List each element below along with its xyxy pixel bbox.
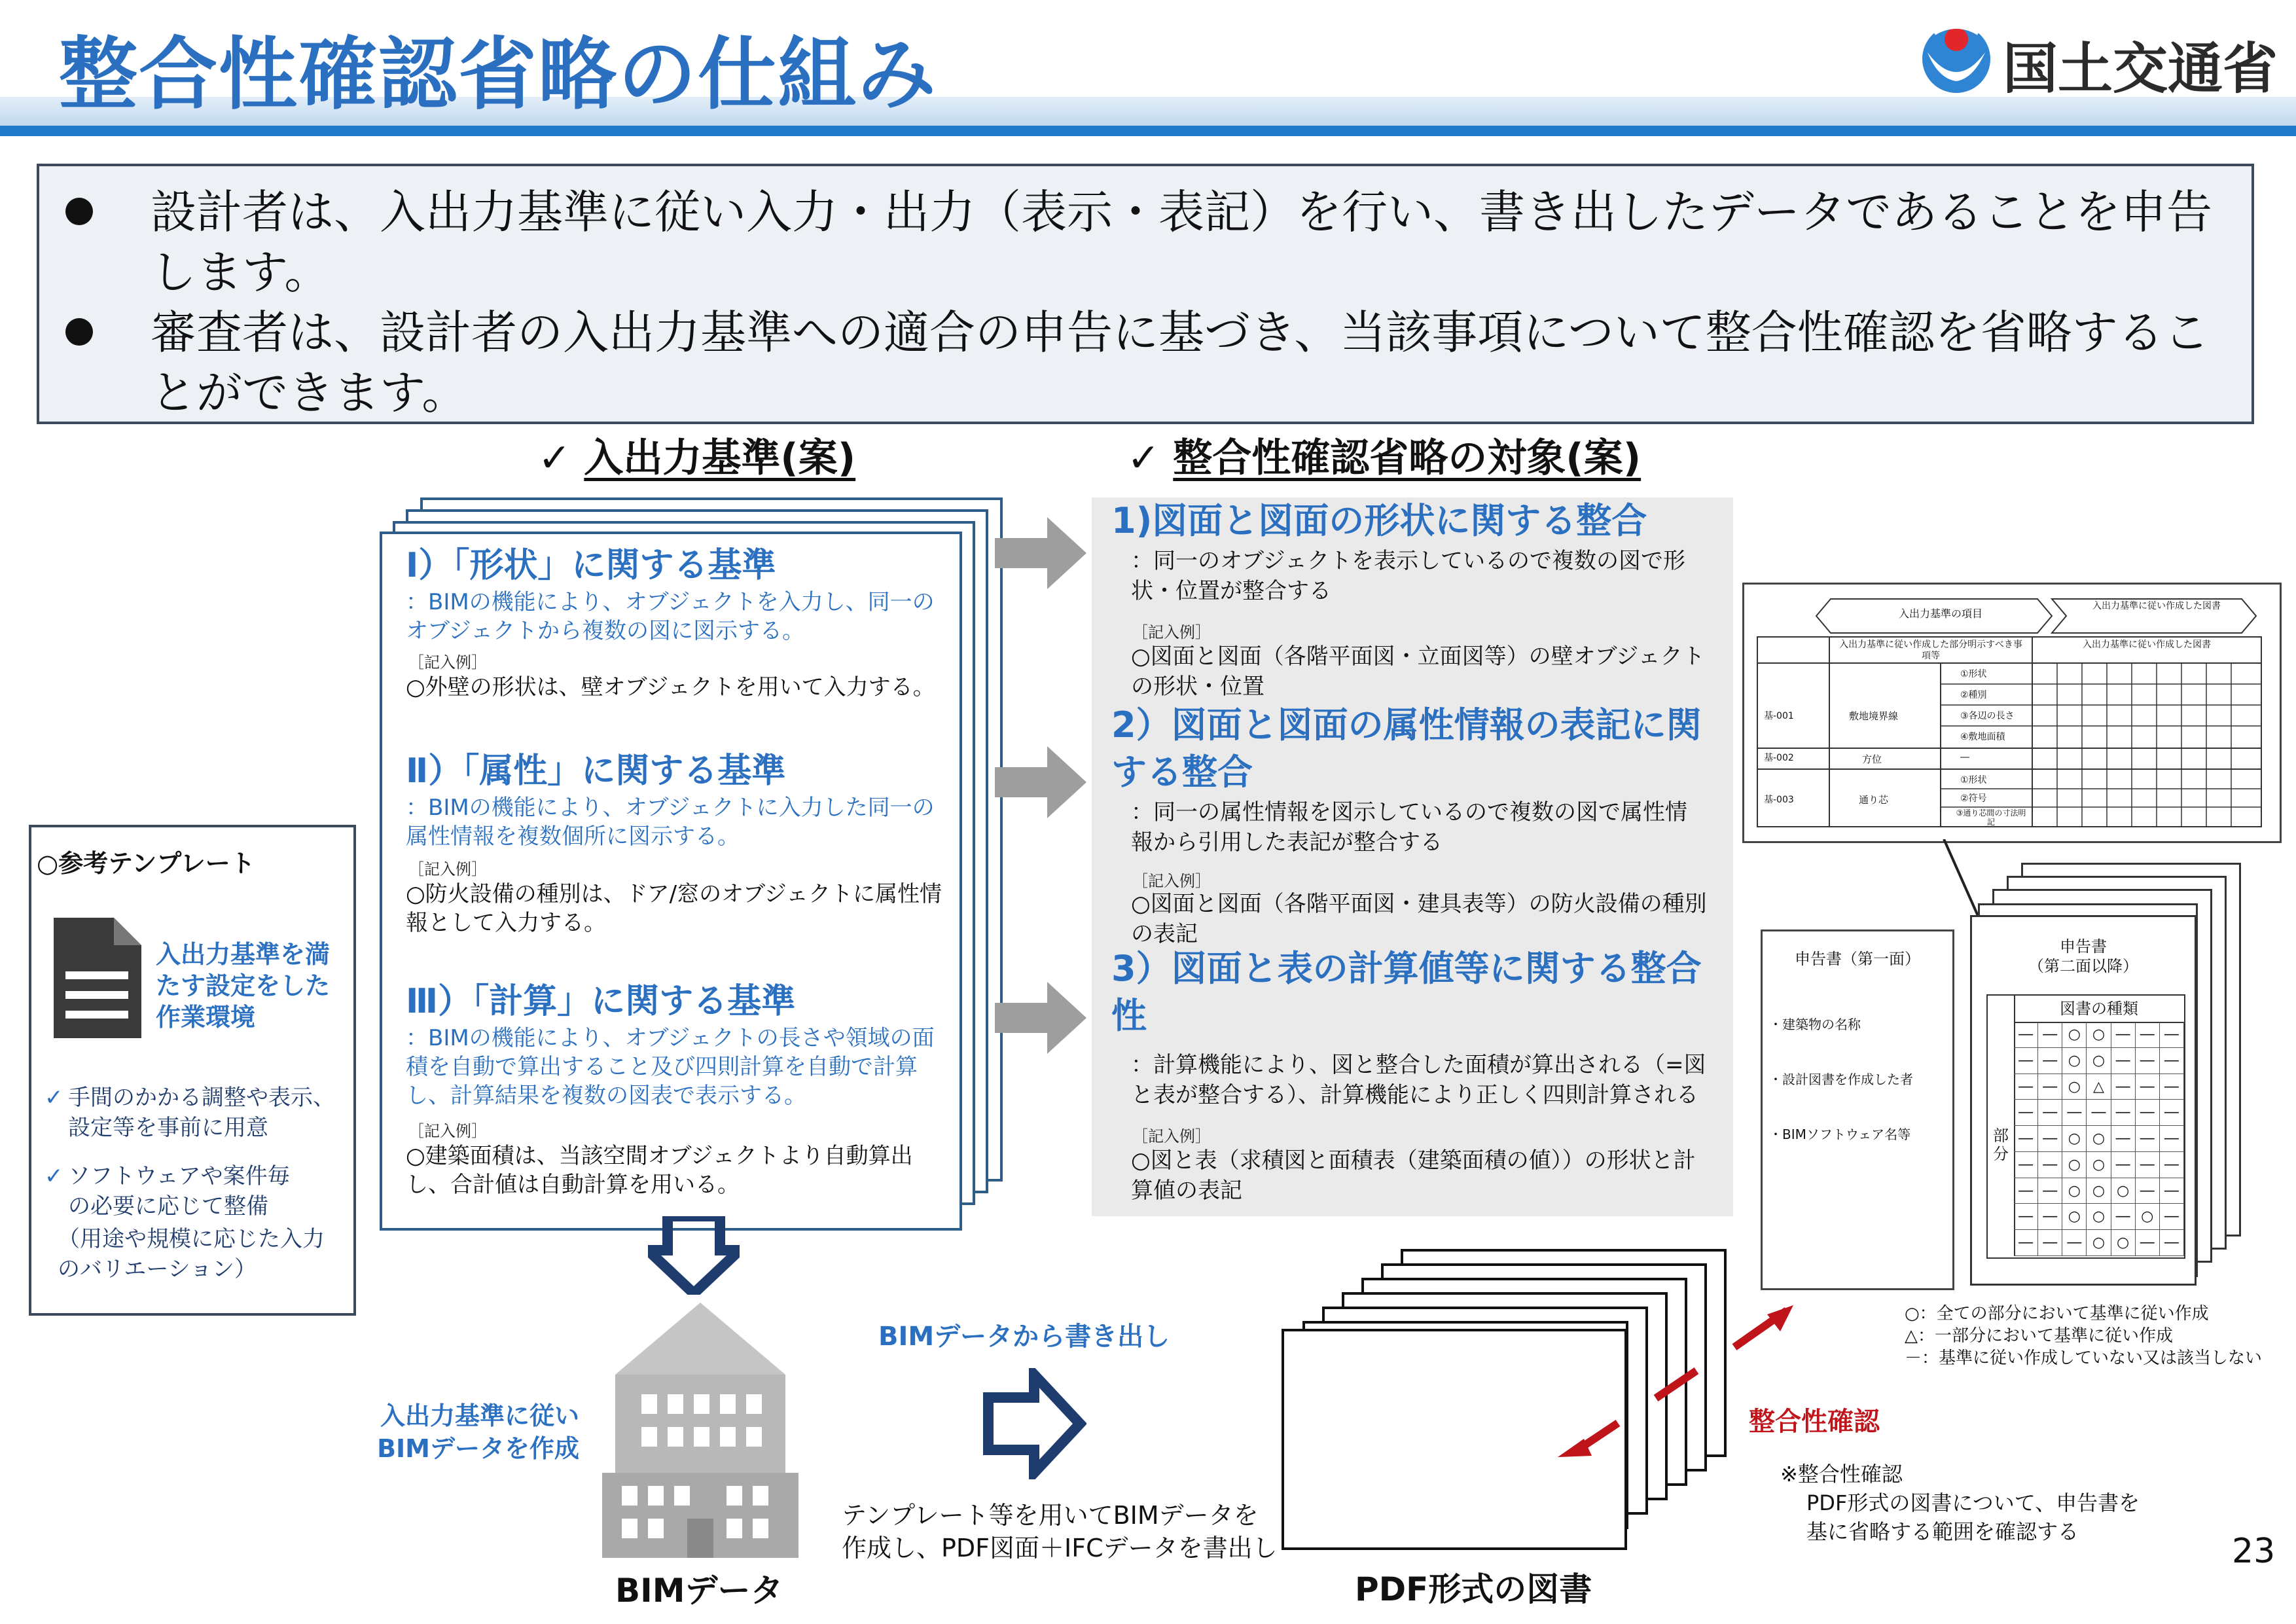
drawing-types-label: 図書の種類 xyxy=(2014,996,2184,1023)
bim-create-label xyxy=(363,1399,579,1465)
symbol-cell: ― xyxy=(2136,1178,2160,1204)
symbol-cell: ○ xyxy=(2087,1204,2111,1230)
summary-box xyxy=(37,164,2254,424)
first-page-item: ・BIMソフトウェア名等 xyxy=(1769,1127,1911,1142)
standard-desc: ：BIMの機能により、オブジェクトの長さや領域の面積を自動で算出すること及び四則計算を自動で計算し、計算結果を複数の図表で表示する。 xyxy=(406,1025,935,1109)
target-example: ○図面と図面（各階平面図・立面図等）の壁オブジェクトの形状・位置 xyxy=(1131,643,1705,700)
declaration-first-page xyxy=(1761,929,1954,1290)
symbol-cell: ― xyxy=(2038,1126,2062,1152)
symbol-cell: ○ xyxy=(2062,1178,2087,1204)
target-title: 3）図面と表の計算値等に関する整合性 xyxy=(1111,948,1702,1036)
page-number: 23 xyxy=(2232,1532,2276,1571)
export-desc-line: テンプレート等を用いてBIMデータを xyxy=(842,1501,1259,1530)
template-title: ○参考テンプレート xyxy=(37,849,255,878)
bim-create-line: 入出力基準に従い xyxy=(380,1401,579,1430)
table-row-item: ― xyxy=(1960,752,1969,763)
table-row-item: ②種別 xyxy=(1960,690,1987,700)
first-page-title: 申告書（第一面） xyxy=(1795,950,1920,968)
symbol-cell: ○ xyxy=(2062,1048,2087,1074)
pdf-caption: PDF形式の図書 xyxy=(1355,1570,1592,1608)
target-title: 1)図面と図面の形状に関する整合 xyxy=(1111,500,1647,541)
export-label: BIMデータから書き出し xyxy=(878,1322,1170,1352)
legend xyxy=(1905,1303,2262,1369)
symbol-cell: ― xyxy=(2160,1152,2184,1178)
symbol-cell: ― xyxy=(2087,1100,2111,1126)
table-header-right: 入出力基準に従い作成した図書 xyxy=(2092,601,2221,611)
symbol-cell: ― xyxy=(2038,1152,2062,1178)
table-row-name: 通り芯 xyxy=(1859,794,1889,806)
table-row-item: ③各辺の長さ xyxy=(1960,711,2015,721)
symbol-cell: ― xyxy=(2111,1048,2136,1074)
symbol-cell: ― xyxy=(2014,1230,2038,1256)
template-note: （用途や規模に応じた入力のバリエーション） xyxy=(58,1226,325,1282)
first-page-item: ・設計図書を作成した者 xyxy=(1769,1072,1913,1087)
symbol-cell: ○ xyxy=(2111,1178,2136,1204)
symbol-cell: ― xyxy=(2160,1178,2184,1204)
table-row-item: ④敷地面積 xyxy=(1960,732,2005,742)
table-sub-left: 入出力基準に従い作成した部分明示すべき事項等 xyxy=(1839,640,2022,661)
target-example: ○図面と図面（各階平面図・建具表等）の防火設備の種別の表記 xyxy=(1131,891,1707,947)
symbol-cell: ○ xyxy=(2087,1048,2111,1074)
reference-template-box xyxy=(29,825,356,1316)
check-icon: ✓ xyxy=(45,1163,63,1189)
symbol-cell: ― xyxy=(2160,1230,2184,1256)
symbol-cell: ○ xyxy=(2062,1022,2087,1048)
symbol-cell: ― xyxy=(2160,1022,2184,1048)
standard-title: Ⅱ）「属性」に関する基準 xyxy=(406,751,786,791)
symbol-cell: ○ xyxy=(2062,1074,2087,1100)
table-row-name: 敷地境界線 xyxy=(1849,710,1899,722)
target-desc: ：計算機能により、図と整合した面積が算出される（=図と表が整合する）、計算機能により正しく四則計算される xyxy=(1131,1052,1706,1108)
standard-title: Ⅲ）「計算」に関する基準 xyxy=(406,982,796,1021)
standard-example: ○防火設備の種別は、ドア/窓のオブジェクトに属性情報として入力する。 xyxy=(406,881,942,936)
table-row-item: ①形状 xyxy=(1960,775,1987,785)
symbol-cell: ― xyxy=(2160,1204,2184,1230)
table-row-item: ①形状 xyxy=(1960,669,1987,679)
table-row-code: 基-001 xyxy=(1764,711,1794,721)
consistency-check-note xyxy=(1780,1460,2140,1546)
standards-card xyxy=(380,532,962,1231)
building-icon xyxy=(602,1303,798,1558)
summary-text: 審査者は、設計者の入出力基準への適合の申告に基づき、当該事項について整合性確認を省略することができます。 xyxy=(151,306,2210,420)
symbol-cell: ― xyxy=(2136,1100,2160,1126)
symbol-cell: ― xyxy=(2136,1230,2160,1256)
symbol-cell: ― xyxy=(2136,1022,2160,1048)
legend-item: ○：全ての部分において基準に従い作成 xyxy=(1905,1304,2209,1324)
check-note-line: 基に省略する範囲を確認する xyxy=(1806,1519,2079,1544)
check-icon: ✓ xyxy=(538,435,571,481)
symbol-cell: ― xyxy=(2111,1204,2136,1230)
standard-desc: ：BIMの機能により、オブジェクトに入力した同一の属性情報を複数個所に図示する。 xyxy=(406,795,935,850)
symbol-cell: ○ xyxy=(2087,1230,2111,1256)
logo-mark-icon xyxy=(1914,13,2000,98)
arrow-right-icon xyxy=(995,746,1086,818)
symbol-cell: ― xyxy=(2014,1126,2038,1152)
check-icon: ✓ xyxy=(1127,435,1160,481)
table-header-left: 入出力基準の項目 xyxy=(1898,607,1982,620)
symbol-cell: ― xyxy=(2136,1152,2160,1178)
standards-heading-text: 入出力基準(案) xyxy=(584,435,856,481)
symbol-cell: ― xyxy=(2160,1074,2184,1100)
second-page-title: 申告書 xyxy=(2060,937,2107,956)
symbol-cell: ○ xyxy=(2111,1230,2136,1256)
targets-heading xyxy=(1127,432,1641,484)
check-icon: ✓ xyxy=(45,1085,63,1111)
target-title: 2）図面と図面の属性情報の表記に関する整合 xyxy=(1111,704,1702,793)
bim-data-caption: BIMデータ xyxy=(615,1572,783,1610)
standards-heading xyxy=(538,432,855,484)
symbol-cell: ― xyxy=(2038,1048,2062,1074)
table-sub-right: 入出力基準に従い作成した図書 xyxy=(2083,640,2211,650)
symbol-cell: ― xyxy=(2111,1074,2136,1100)
part-label: 部分 xyxy=(1993,1127,2009,1163)
example-label: ［記入例］ xyxy=(1132,872,1211,890)
symbol-cell: ― xyxy=(2014,1152,2038,1178)
table-row-code: 基-002 xyxy=(1764,753,1794,763)
symbol-cell: ― xyxy=(2111,1022,2136,1048)
symbol-cell: ○ xyxy=(2062,1126,2087,1152)
example-label: ［記入例］ xyxy=(408,1122,487,1140)
symbol-cell: ― xyxy=(2014,1178,2038,1204)
arrow-down-icon xyxy=(648,1216,740,1295)
symbol-cell: ― xyxy=(2062,1100,2087,1126)
symbol-cell: ― xyxy=(2111,1100,2136,1126)
targets-panel xyxy=(1092,497,1733,1216)
symbol-cell: ― xyxy=(2038,1022,2062,1048)
symbol-cell: ― xyxy=(2111,1126,2136,1152)
declaration-table-sheet xyxy=(1742,583,2282,843)
arrow-right-icon xyxy=(995,517,1086,589)
example-label: ［記入例］ xyxy=(1132,623,1211,641)
legend-item: △：一部分において基準に従い作成 xyxy=(1905,1326,2173,1346)
symbol-cell: ― xyxy=(2160,1048,2184,1074)
export-desc xyxy=(842,1499,1278,1564)
part-column xyxy=(1988,996,2015,1256)
template-check-text: 手間のかかる調整や表示、設定等を事前に用意 xyxy=(68,1085,335,1141)
symbol-cell: ― xyxy=(2038,1100,2062,1126)
symbol-cell: ― xyxy=(2014,1048,2038,1074)
symbol-cell: ― xyxy=(2038,1178,2062,1204)
symbol-cell: △ xyxy=(2087,1074,2111,1100)
summary-text: 設計者は、入出力基準に従い入力・出力（表示・表記）を行い、書き出したデータであることを申告します。 xyxy=(151,185,2212,299)
template-check-item xyxy=(45,1161,352,1221)
symbol-cell: ○ xyxy=(2062,1152,2087,1178)
symbol-cell: ― xyxy=(2136,1074,2160,1100)
symbol-cell: ― xyxy=(2038,1230,2062,1256)
symbol-cell: ○ xyxy=(2062,1204,2087,1230)
symbol-cell: ― xyxy=(2038,1204,2062,1230)
table-row-item: ②符号 xyxy=(1960,793,1987,804)
consistency-check-label: 整合性確認 xyxy=(1749,1407,1880,1437)
table-row-code: 基-003 xyxy=(1764,795,1794,805)
legend-item: －：基準に従い作成していない又は該当しない xyxy=(1905,1348,2263,1368)
symbol-cell: ― xyxy=(2160,1126,2184,1152)
target-desc: ：同一の属性情報を図示しているので複数の図で属性情報から引用した表記が整合する xyxy=(1131,799,1687,856)
symbol-cell: ― xyxy=(2062,1230,2087,1256)
symbol-cell: ○ xyxy=(2087,1178,2111,1204)
drawing-type-grid xyxy=(1986,994,2185,1259)
header-rule xyxy=(0,126,2296,136)
declaration-second-page xyxy=(1970,915,2197,1286)
symbol-cell: ○ xyxy=(2087,1126,2111,1152)
standard-desc: ：BIMの機能により、オブジェクトを入力し、同一のオブジェクトから複数の図に図示する。 xyxy=(406,589,935,644)
target-desc: ：同一のオブジェクトを表示しているので複数の図で形状・位置が整合する xyxy=(1131,548,1685,604)
template-check-text: ソフトウェアや案件毎の必要に応じて整備 xyxy=(68,1163,290,1219)
check-note-line: PDF形式の図書について、申告書を xyxy=(1806,1490,2140,1515)
symbol-cell: ― xyxy=(2014,1100,2038,1126)
page-title: 整合性確認省略の仕組み xyxy=(59,29,937,120)
symbol-cell: ― xyxy=(2014,1204,2038,1230)
symbol-cell: ○ xyxy=(2136,1204,2160,1230)
arrow-right-outline-icon xyxy=(982,1368,1086,1479)
bim-create-line: BIMデータを作成 xyxy=(377,1434,579,1463)
check-note-line: ※整合性確認 xyxy=(1780,1462,1903,1487)
targets-heading-text: 整合性確認省略の対象(案) xyxy=(1173,435,1641,481)
symbol-cell: ― xyxy=(2038,1074,2062,1100)
symbol-cell: ― xyxy=(2111,1152,2136,1178)
symbol-grid xyxy=(2014,1022,2184,1256)
bullet-icon xyxy=(65,198,93,225)
export-desc-line: 作成し、PDF図面＋IFCデータを書出し xyxy=(842,1534,1278,1562)
symbol-cell: ○ xyxy=(2087,1022,2111,1048)
first-page-item: ・建築物の名称 xyxy=(1769,1017,1861,1032)
arrow-right-icon xyxy=(995,982,1086,1054)
bullet-icon xyxy=(65,318,93,346)
second-page-subtitle: （第二面以降） xyxy=(2028,957,2138,975)
symbol-cell: ○ xyxy=(2087,1152,2111,1178)
example-label: ［記入例］ xyxy=(1132,1127,1211,1146)
template-doc-label: 入出力基準を満たす設定をした作業環境 xyxy=(156,940,331,1032)
standard-example: ○外壁の形状は、壁オブジェクトを用いて入力する。 xyxy=(406,674,935,700)
logo-text: 国土交通省 xyxy=(2003,37,2278,101)
symbol-cell: ― xyxy=(2014,1074,2038,1100)
document-icon xyxy=(48,912,147,1043)
table-row-name: 方位 xyxy=(1862,753,1882,765)
target-example: ○図と表（求積図と面積表（建築面積の値））の形状と計算値の表記 xyxy=(1131,1147,1696,1204)
symbol-cell: ― xyxy=(2014,1022,2038,1048)
standard-title: Ⅰ）「形状」に関する基準 xyxy=(406,546,776,585)
example-label: ［記入例］ xyxy=(408,860,487,878)
symbol-cell: ― xyxy=(2136,1126,2160,1152)
table-row-item: ③通り芯間の寸法明記 xyxy=(1956,808,2026,827)
example-label: ［記入例］ xyxy=(408,653,487,672)
symbol-cell: ― xyxy=(2136,1048,2160,1074)
standard-example: ○建築面積は、当該空間オブジェクトより自動算出し、合計値は自動計算を用いる。 xyxy=(406,1143,913,1198)
template-check-item xyxy=(45,1083,352,1143)
symbol-cell: ― xyxy=(2160,1100,2184,1126)
